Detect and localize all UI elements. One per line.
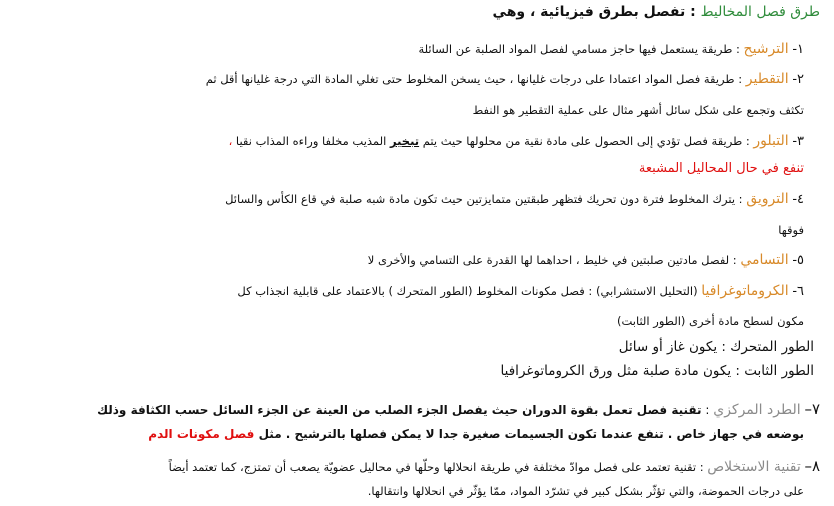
list-item-centrifugation-cont	[14, 425, 804, 443]
item-term: الطرد المركزي	[713, 402, 801, 418]
list-item-distillation-cont	[14, 101, 804, 119]
item-desc: تقنية فصل تعمل بقوة الدوران حيث يفصل الجزء الصلب من العينة عن الجزء السائل حسب الكثافة وذلك	[97, 403, 702, 417]
stationary-phase: الطور الثابت : يكون مادة صلبة مثل ورق الكروماتوغرافيا	[500, 363, 814, 379]
list-item-chromatography	[14, 282, 804, 301]
item-desc: يترك المخلوط فترة دون تحريك فتظهر طبقتين متمايزتين حيث تكون مادة شبه صلبة في قاع الكأس والسائل	[225, 192, 736, 206]
title-rest: : تفصل بطرق فيزيائية ، وهي	[492, 4, 701, 20]
stationary-phase-line	[14, 362, 814, 380]
item-desc: تقنية تعتمد على فصل موادّ مختلفة في طريقة انحلالها وحلّها في محاليل عضويّة يصعب أن تمتزج، كما تعتمد أيضاً	[168, 460, 697, 474]
item-sep: :	[701, 403, 714, 417]
item-desc-tail: المذيب مخلفا وراءه المذاب نقيا	[232, 134, 390, 148]
list-item-centrifugation	[14, 400, 820, 419]
item-desc-cont: على درجات الحموضة، والتي تؤثّر بشكل كبير في تشرّد المواد، ممّا يؤثّر في انحلالها وانتقالها.	[367, 484, 804, 498]
item-sep: :	[696, 460, 708, 474]
list-item-crystallization-cont	[14, 160, 804, 178]
item-desc-cont: تكثف وتجمع على شكل سائل أشهر مثال على عملية التقطير هو النفط	[472, 103, 804, 117]
item-desc: طريقة يستعمل فيها حاجز مسامي لفصل المواد الصلبة عن السائلة	[418, 42, 733, 56]
list-item-decantation-cont	[14, 221, 804, 239]
item-number: ٢-	[792, 72, 804, 87]
title-green: طرق فصل المخاليط	[700, 4, 820, 20]
item-number: ٦-	[792, 284, 804, 299]
item-number: ٥-	[792, 253, 804, 268]
list-item-extraction-cont	[14, 482, 804, 500]
item-desc-cont: فوقها	[778, 223, 804, 237]
item-desc: طريقة فصل تؤدي إلى الحصول على مادة نقية من محلولها حيث يتم	[419, 134, 743, 148]
item-desc-cont: بوضعه في جهاز خاص . تنفع عندما تكون الجسيمات صغيرة جدا لا يمكن فصلها بالترشيح . مثل	[254, 427, 804, 441]
item-dash: –	[804, 400, 812, 418]
item-sep: :	[732, 42, 744, 56]
item-desc-red: فصل مكونات الدم	[148, 427, 255, 441]
item-desc: لفصل مادتين صلبتين في خليط ، احداهما لها القدرة على التسامي والأخرى لا	[367, 253, 730, 267]
item-desc-cont: مكون لسطح مادة أخرى (الطور الثابت)	[616, 314, 804, 328]
item-term: الكروماتوغرافيا	[701, 283, 789, 299]
item-sep: :	[729, 253, 741, 267]
list-item-sublimation	[14, 251, 804, 270]
list-item-filtration	[14, 40, 804, 59]
item-term: التبلور	[753, 133, 789, 149]
item-sep: :	[584, 284, 596, 298]
item-number: ٤-	[792, 192, 804, 207]
item-desc: فصل مكونات المخلوط (الطور المتحرك ) بالاعتماد على قابلية انجذاب كل	[237, 284, 585, 298]
item-term: تقنية الاستخلاص	[707, 459, 801, 475]
list-item-decantation	[14, 190, 804, 209]
mobile-phase-line	[14, 338, 814, 356]
item-desc-cont: تنفع في حال المحاليل المشبعة	[638, 161, 804, 176]
item-number: ٧	[811, 400, 820, 418]
item-desc-emph: تبخير	[389, 134, 420, 148]
item-sep: :	[734, 72, 746, 86]
page-title	[14, 3, 820, 21]
list-item-crystallization	[14, 132, 804, 151]
item-desc: طريقة فصل المواد اعتمادا على درجات غليانها ، حيث يسخن المخلوط حتى تغلي المادة التي درجة غليانها أقل ثم	[205, 72, 735, 86]
mobile-phase: الطور المتحرك : يكون غاز أو سائل	[618, 339, 814, 355]
item-number: ٣-	[792, 134, 804, 149]
list-item-distillation	[14, 70, 804, 89]
item-term: التقطير	[745, 71, 789, 87]
item-sep: :	[742, 134, 754, 148]
item-number: ٨	[811, 457, 820, 475]
list-item-extraction	[14, 457, 820, 476]
item-dash: –	[804, 457, 812, 475]
item-term: الترويق	[746, 191, 789, 207]
list-item-chromatography-cont	[14, 312, 804, 330]
item-term-sub: (التحليل الاستشرابي)	[595, 284, 702, 298]
item-sep: :	[735, 192, 747, 206]
item-term: التسامي	[740, 252, 789, 268]
item-desc-red: ،	[228, 134, 233, 148]
item-number: ١-	[792, 42, 804, 57]
item-term: الترشيح	[743, 41, 789, 57]
